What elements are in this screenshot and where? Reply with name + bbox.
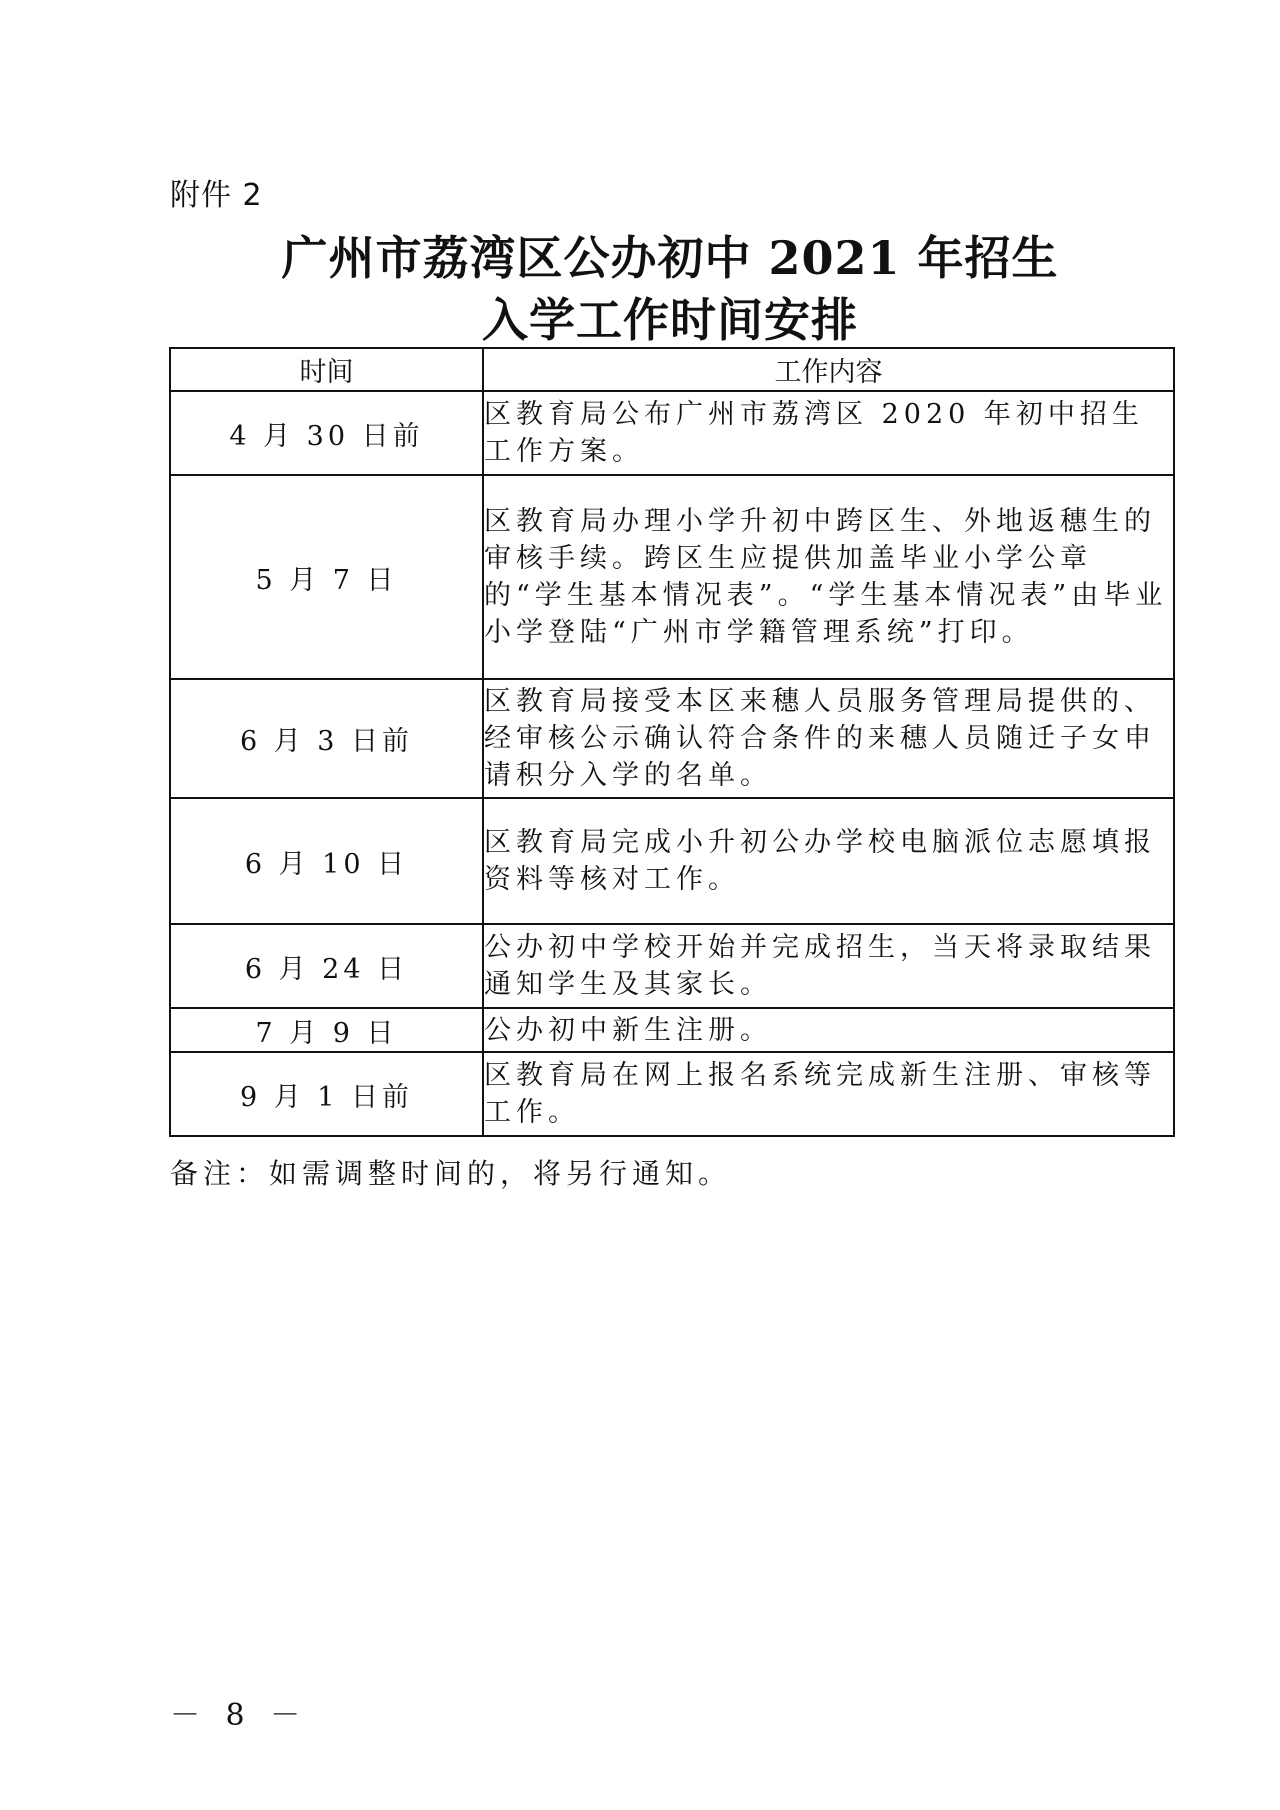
row-time: 7 月 9 日 [170,1008,483,1052]
table-row [170,924,1174,1008]
column-header-content: 工作内容 [483,348,1174,391]
row-time: 5 月 7 日 [170,475,483,679]
row-content: 区教育局完成小升初公办学校电脑派位志愿填报资料等核对工作。 [483,798,1174,924]
row-content: 公办初中学校开始并完成招生，当天将录取结果通知学生及其家长。 [483,924,1174,1008]
attachment-label: 附件 2 [170,178,263,213]
row-content: 区教育局公布广州市荔湾区 2020 年初中招生工作方案。 [483,391,1174,475]
row-time: 4 月 30 日前 [170,391,483,475]
row-content: 区教育局接受本区来穗人员服务管理局提供的、经审核公示确认符合条件的来穗人员随迁子女申请积分入学的名单。 [483,679,1174,798]
table-row [170,475,1174,679]
row-content: 公办初中新生注册。 [483,1008,1174,1052]
document-title-line-1: 广州市荔湾区公办初中 2021 年招生 [281,231,1059,285]
row-time: 6 月 10 日 [170,798,483,924]
row-time: 6 月 24 日 [170,924,483,1008]
row-content: 区教育局在网上报名系统完成新生注册、审核等工作。 [483,1052,1174,1136]
table-row [170,1052,1174,1136]
table-row [170,1008,1174,1052]
footnote: 备注：如需调整时间的，将另行通知。 [170,1157,732,1190]
table-row [170,798,1174,924]
page-number: － 8 － [170,1698,309,1733]
row-time: 9 月 1 日前 [170,1052,483,1136]
schedule-table [169,347,1175,1137]
table-header-row [170,348,1174,391]
document-title-line-2: 入学工作时间安排 [482,293,858,347]
row-content: 区教育局办理小学升初中跨区生、外地返穗生的审核手续。跨区生应提供加盖毕业小学公章的“学生基本情况表”。“学生基本情况表”由毕业小学登陆“广州市学籍管理系统”打印。 [483,475,1174,679]
column-header-time: 时间 [170,348,483,391]
table-row [170,391,1174,475]
table-row [170,679,1174,798]
row-time: 6 月 3 日前 [170,679,483,798]
